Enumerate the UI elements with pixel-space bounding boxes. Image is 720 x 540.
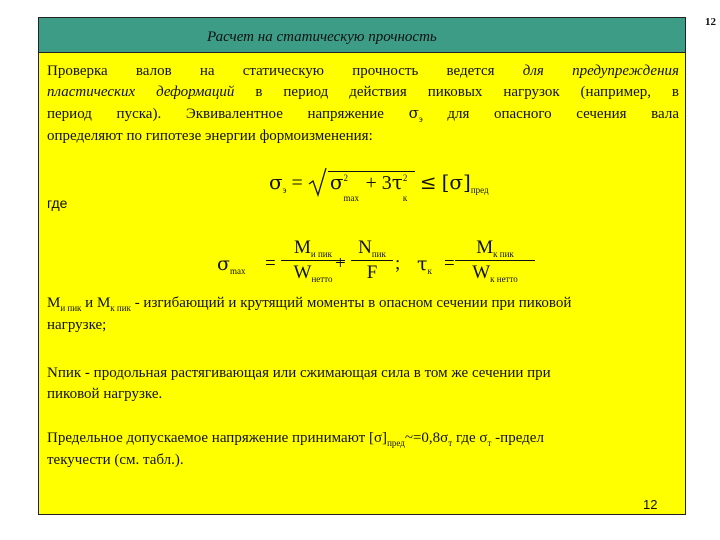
frac3-num-text: M (476, 237, 494, 258)
moments-text: - изгибающий и крутящий моменты в опасном сечении при пиковой (130, 295, 572, 311)
formula1-lhs: σ (269, 170, 283, 194)
where-label (47, 193, 679, 214)
sigma-max-lhs (217, 253, 245, 276)
formula1-sigma: σ (329, 170, 344, 194)
tau-sup: 2 (402, 173, 408, 183)
formula1-bound-sub: пред (470, 185, 489, 195)
limit-text-b: ~=0,8σ (404, 430, 449, 446)
limit-sub-c: т (487, 438, 492, 448)
moments-line-1 (47, 293, 679, 315)
content-panel (38, 53, 686, 515)
m1: M (47, 295, 61, 311)
equivalent-stress-formula (269, 159, 489, 203)
moments-paragraph (47, 293, 679, 336)
limit-text-a: Предельное допускаемое напряжение принимают [σ] (47, 430, 388, 446)
intro-text: Проверка валов на статическую прочность ведется (47, 63, 523, 79)
formula1-le: ≤ (419, 170, 437, 194)
limit-text-d: -предел (491, 430, 544, 446)
sigma-subscript: э (418, 114, 423, 124)
force-line-1: Nпик - продольная растягивающая или сжимающая сила в том же сечении при (47, 365, 551, 381)
frac3-den-text: W (472, 262, 491, 283)
frac3-bar (455, 260, 535, 261)
intro-paragraph (47, 61, 679, 147)
intro-text-3b: для опасного сечения вала (422, 106, 679, 122)
formula1-lhs-sub: э (282, 185, 287, 195)
sigma-symbol: σ (408, 104, 419, 122)
frac2-num (351, 237, 393, 259)
intro-text-3: период пуска). Эквивалентное напряжение (47, 106, 409, 122)
frac3-den (455, 262, 535, 284)
limit-text-c: где σ (452, 430, 488, 446)
f2-plus: + (335, 253, 346, 274)
limit-sub-b: т (448, 438, 453, 448)
frac1-num-sub: и пик (310, 249, 332, 259)
f2-sigma-sub: max (229, 266, 246, 276)
sqrt-group (308, 170, 489, 203)
f2-eq1: = (265, 253, 276, 274)
intro-text-4: определяют по гипотезе энергии формоизменения: (47, 128, 373, 144)
frac3-den-sub: к нетто (490, 274, 518, 284)
frac1-den-sub: нетто (311, 274, 333, 284)
formula1-plus: + 3 (365, 172, 392, 194)
m2-sub: к пик (110, 303, 131, 313)
page-number: 12 (643, 497, 658, 512)
tau-lhs (417, 253, 432, 276)
frac2-den: F (366, 262, 378, 283)
frac2-num-text: N (358, 237, 372, 258)
frac2-num-sub: пик (371, 249, 386, 259)
sigma-sup: 2 (343, 173, 348, 183)
force-line-2: пиковой нагрузке. (47, 386, 163, 402)
slide-title: Расчет на статическую прочность (207, 29, 437, 45)
formula1-bound: [σ] (441, 170, 471, 194)
m1-sub: и пик (60, 303, 82, 313)
intro-italic-2: пластических деформаций (47, 84, 235, 100)
intro-italic: для предупреждения (522, 63, 679, 79)
force-paragraph (47, 363, 679, 405)
limit-sub-a: пред (387, 438, 405, 448)
f2-eq2: = (444, 253, 455, 274)
title-bar (38, 17, 686, 53)
m2: M (96, 295, 111, 311)
intro-line-2 (47, 82, 679, 103)
where-text: где (47, 195, 68, 211)
corner-slide-number: 12 (705, 16, 716, 28)
frac3-num-sub: к пик (493, 249, 514, 259)
moments-line-2: нагрузке; (47, 317, 107, 333)
frac1-num-text: M (294, 237, 311, 258)
and-text: и (81, 295, 97, 311)
intro-text-2: в период действия пиковых нагрузок (например, в (234, 84, 680, 100)
limit-line-2: текучести (см. табл.). (47, 452, 184, 468)
stress-components-formula (39, 233, 687, 293)
formula1-eq: = (291, 172, 303, 194)
tau-sub: к (402, 193, 408, 203)
limit-line-1 (47, 428, 679, 450)
sigma-sub: max (343, 193, 359, 203)
f2-sigma: σ (217, 253, 230, 275)
intro-line-1 (47, 61, 679, 82)
fraction-axial (351, 237, 393, 284)
f2-tau-sub: к (427, 266, 432, 276)
frac3-num (455, 237, 535, 259)
fraction-torsion (455, 237, 535, 284)
limit-paragraph (47, 428, 679, 471)
frac2-bar (351, 260, 393, 261)
formula1-tau: τ (391, 170, 403, 194)
intro-line-3 (47, 103, 679, 126)
f2-tau: τ (417, 253, 428, 275)
intro-line-4 (47, 126, 679, 147)
sqrt-content (328, 170, 415, 203)
f2-semicolon: ; (395, 253, 401, 274)
frac1-den-text: W (293, 262, 312, 283)
